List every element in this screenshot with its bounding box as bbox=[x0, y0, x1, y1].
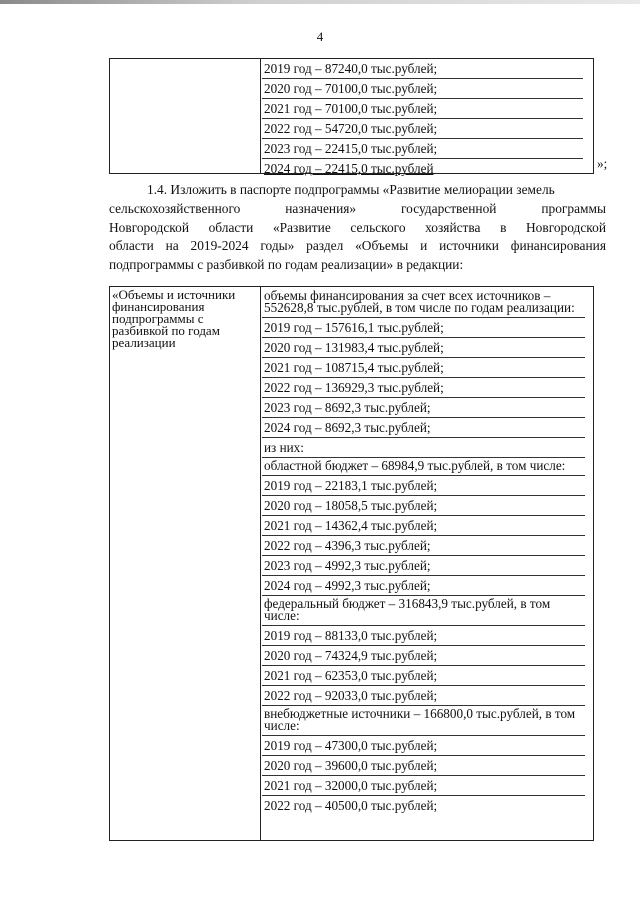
table-row: 2024 год – 4992,3 тыс.рублей; bbox=[262, 576, 585, 596]
table-row: из них: bbox=[262, 438, 585, 458]
table-row: 2021 год – 14362,4 тыс.рублей; bbox=[262, 516, 585, 536]
table-row: 2022 год – 4396,3 тыс.рублей; bbox=[262, 536, 585, 556]
funding-table-continued bbox=[109, 58, 594, 174]
table-row: 2020 год – 70100,0 тыс.рублей; bbox=[262, 79, 583, 99]
table-row: 2021 год – 32000,0 тыс.рублей; bbox=[262, 776, 585, 796]
paragraph-line: подпрограммы с разбивкой по годам реализации» в редакции: bbox=[109, 256, 464, 272]
table-row: 2023 год – 4992,3 тыс.рублей; bbox=[262, 556, 585, 576]
table-row: 2021 год – 62353,0 тыс.рублей; bbox=[262, 666, 585, 686]
funding-values-cell bbox=[262, 59, 593, 176]
table-row: внебюджетные источники – 166800,0 тыс.рублей, в том числе: bbox=[262, 706, 585, 736]
table-row: 2020 год – 39600,0 тыс.рублей; bbox=[262, 756, 585, 776]
table-row: 2020 год – 18058,5 тыс.рублей; bbox=[262, 496, 585, 516]
closing-quote: »; bbox=[597, 156, 608, 171]
table-row: 2023 год – 22415,0 тыс.рублей; bbox=[262, 139, 583, 159]
table-row: объемы финансирования за счет всех источников – 552628,8 тыс.рублей, в том числе по годам реализации: bbox=[262, 288, 585, 318]
table-row: 2021 год – 70100,0 тыс.рублей; bbox=[262, 99, 583, 119]
scan-edge bbox=[0, 0, 640, 4]
row-header-cell: «Объемы и источники финансирования подпрограммы с разбивкой по годам реализации bbox=[112, 287, 236, 350]
table-row: 2019 год – 22183,1 тыс.рублей; bbox=[262, 476, 585, 496]
column-divider bbox=[260, 287, 261, 840]
table-row: 2021 год – 108715,4 тыс.рублей; bbox=[262, 358, 585, 378]
table-row: областной бюджет – 68984,9 тыс.рублей, в том числе: bbox=[262, 458, 585, 476]
table-row: 2019 год – 87240,0 тыс.рублей; bbox=[262, 59, 583, 79]
paragraph-line: Новгородской области «Развитие сельского хозяйства в Новгородской bbox=[109, 219, 606, 235]
table-row: 2024 год – 8692,3 тыс.рублей; bbox=[262, 418, 585, 438]
table-row: 2022 год – 136929,3 тыс.рублей; bbox=[262, 378, 585, 398]
paragraph-body bbox=[109, 200, 606, 274]
table-row: 2023 год – 8692,3 тыс.рублей; bbox=[262, 398, 585, 418]
column-divider bbox=[260, 59, 261, 173]
table-row: 2022 год – 54720,0 тыс.рублей; bbox=[262, 119, 583, 139]
funding-sources-table bbox=[109, 286, 594, 841]
table-row: 2020 год – 74324,9 тыс.рублей; bbox=[262, 646, 585, 666]
table-row: 2019 год – 88133,0 тыс.рублей; bbox=[262, 626, 585, 646]
table-row: 2022 год – 92033,0 тыс.рублей; bbox=[262, 686, 585, 706]
table-row: 2022 год – 40500,0 тыс.рублей; bbox=[264, 798, 438, 813]
table-row: 2019 год – 47300,0 тыс.рублей; bbox=[262, 736, 585, 756]
paragraph-line: области на 2019-2024 годы» раздел «Объемы и источники финансирования bbox=[109, 238, 606, 253]
page-number: 4 bbox=[316, 29, 324, 44]
table-row: 2020 год – 131983,4 тыс.рублей; bbox=[262, 338, 585, 358]
funding-values-cell bbox=[262, 288, 585, 815]
table-row: 2024 год – 22415,0 тыс.рублей bbox=[264, 161, 434, 176]
table-row: федеральный бюджет – 316843,9 тыс.рублей, в том числе: bbox=[262, 596, 585, 626]
paragraph-line: сельскохозяйственного назначения» государственной программы bbox=[109, 201, 606, 216]
table-row: 2019 год – 157616,1 тыс.рублей; bbox=[262, 318, 585, 338]
paragraph-line: 1.4. Изложить в паспорте подпрограммы «Развитие мелиорации земель bbox=[147, 182, 555, 197]
